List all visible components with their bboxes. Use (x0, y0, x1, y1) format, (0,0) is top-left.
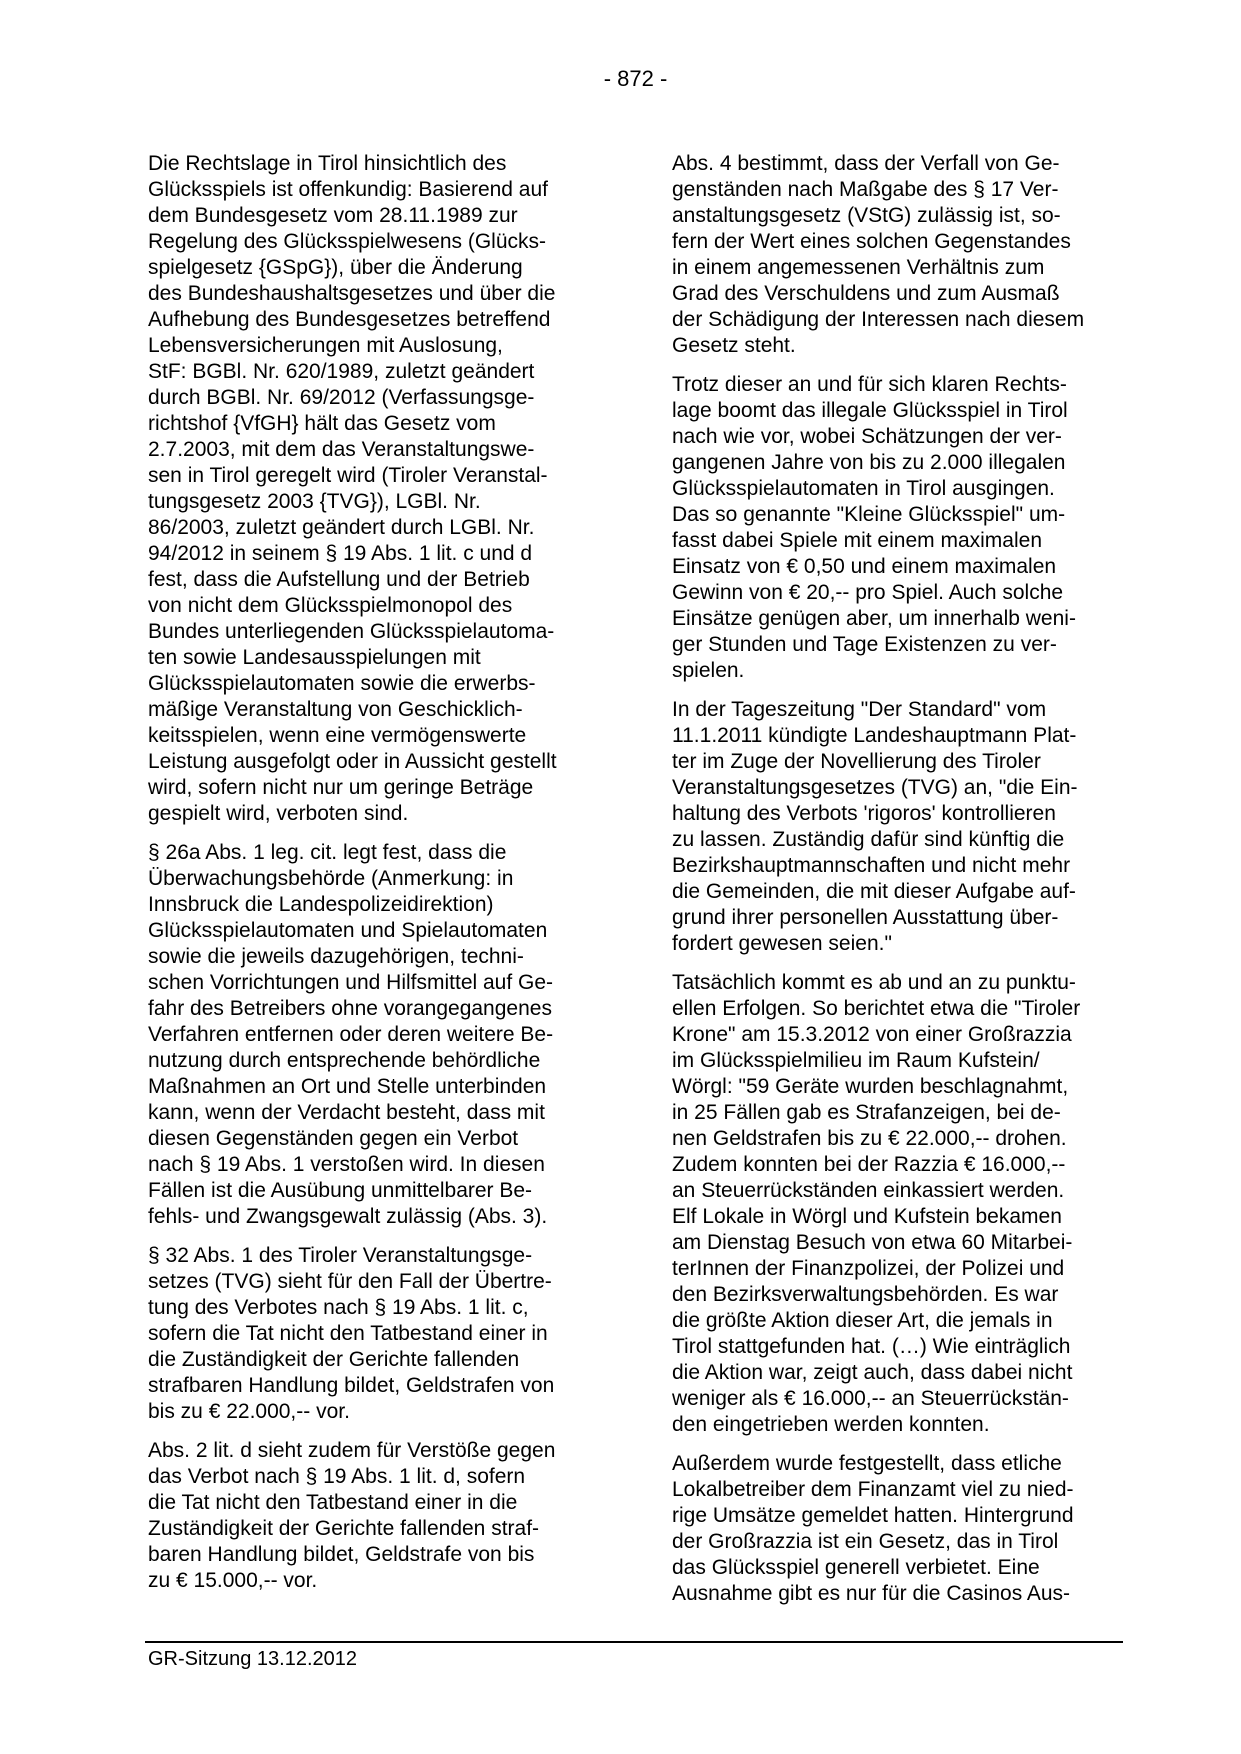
text-line: § 26a Abs. 1 leg. cit. legt fest, dass die (148, 841, 507, 864)
text-line: spielen. (672, 659, 745, 682)
text-line: § 32 Abs. 1 des Tiroler Veranstaltungsge- (148, 1244, 533, 1267)
text-line: Fällen ist die Ausübung unmittelbarer Be- (148, 1179, 533, 1202)
text-line: Außerdem wurde festgestellt, dass etliche (672, 1452, 1062, 1475)
right-column (672, 151, 1120, 1620)
text-line: 11.1.2011 kündigte Landeshauptmann Plat- (672, 724, 1077, 747)
text-line: im Glücksspielmilieu im Raum Kufstein/ (672, 1049, 1040, 1072)
paragraph (672, 970, 1120, 1438)
text-line: nach § 19 Abs. 1 verstoßen wird. In diesen (148, 1153, 545, 1176)
text-line: Leistung ausgefolgt oder in Aussicht gestellt (148, 750, 557, 773)
footer-session-label: GR-Sitzung 13.12.2012 (148, 1648, 358, 1670)
text-line: zu lassen. Zuständig dafür sind künftig die (672, 828, 1065, 851)
text-line: Gesetz steht. (672, 334, 796, 357)
text-line: bis zu € 22.000,-- vor. (148, 1400, 350, 1423)
text-line: fordert gewesen seien." (672, 932, 892, 955)
text-line: Bezirkshauptmannschaften und nicht mehr (672, 854, 1071, 877)
text-line: terInnen der Finanzpolizei, der Polizei und (672, 1257, 1065, 1280)
text-line: Elf Lokale in Wörgl und Kufstein bekamen (672, 1205, 1062, 1228)
text-line: die Aktion war, zeigt auch, dass dabei nicht (672, 1361, 1073, 1384)
text-line: sen in Tirol geregelt wird (Tiroler Veranstal- (148, 464, 548, 487)
text-line: richtshof {VfGH} hält das Gesetz vom (148, 412, 496, 435)
text-line: spielgesetz {GSpG}), über die Änderung (148, 256, 523, 279)
text-line: Die Rechtslage in Tirol hinsichtlich des (148, 152, 507, 175)
text-line: von nicht dem Glücksspielmonopol des (148, 594, 513, 617)
text-line: Einsätze genügen aber, um innerhalb weni- (672, 607, 1076, 630)
text-line: Glücksspiels ist offenkundig: Basierend auf (148, 178, 549, 201)
text-line: anstaltungsgesetz (VStG) zulässig ist, so- (672, 204, 1061, 227)
text-line: 86/2003, zuletzt geändert durch LGBl. Nr. (148, 516, 535, 539)
text-line: Bundes unterliegenden Glücksspielautoma- (148, 620, 555, 643)
text-line: diesen Gegenständen gegen ein Verbot (148, 1127, 519, 1150)
text-line: gangenen Jahre von bis zu 2.000 illegalen (672, 451, 1066, 474)
paragraph (672, 372, 1120, 684)
text-line: keitsspielen, wenn eine vermögenswerte (148, 724, 527, 747)
paragraph (672, 1451, 1120, 1607)
text-line: In der Tageszeitung "Der Standard" vom (672, 698, 1047, 721)
text-line: gespielt wird, verboten sind. (148, 802, 409, 825)
text-line: 2.7.2003, mit dem das Veranstaltungswe- (148, 438, 535, 461)
text-line: setzes (TVG) sieht für den Fall der Übertre- (148, 1270, 552, 1293)
footer-divider (145, 1641, 1123, 1643)
text-line: ten sowie Landesausspielungen mit (148, 646, 481, 669)
text-line: Überwachungsbehörde (Anmerkung: in (148, 867, 514, 890)
text-line: Grad des Verschuldens und zum Ausmaß (672, 282, 1060, 305)
text-line: die Gemeinden, die mit dieser Aufgabe auf- (672, 880, 1076, 903)
text-line: 94/2012 in seinem § 19 Abs. 1 lit. c und d (148, 542, 533, 565)
text-line: Lebensversicherungen mit Auslosung, (148, 334, 503, 357)
text-line: sofern die Tat nicht den Tatbestand einer in (148, 1322, 548, 1345)
text-line: ter im Zuge der Novellierung des Tiroler (672, 750, 1041, 773)
text-line: sowie die jeweils dazugehörigen, techni- (148, 945, 524, 968)
text-line: nach wie vor, wobei Schätzungen der ver- (672, 425, 1062, 448)
text-line: fahr des Betreibers ohne vorangegangenes (148, 997, 552, 1020)
text-line: kann, wenn der Verdacht besteht, dass mit (148, 1101, 545, 1124)
text-line: Zudem konnten bei der Razzia € 16.000,-- (672, 1153, 1066, 1176)
text-line: Lokalbetreiber dem Finanzamt viel zu nied- (672, 1478, 1074, 1501)
text-line: die Zuständigkeit der Gerichte fallenden (148, 1348, 520, 1371)
text-line: ger Stunden und Tage Existenzen zu ver- (672, 633, 1057, 656)
text-line: lage boomt das illegale Glücksspiel in Tirol (672, 399, 1068, 422)
text-line: Tirol stattgefunden hat. (…) Wie einträglich (672, 1335, 1071, 1358)
text-line: der Schädigung der Interessen nach diesem (672, 308, 1085, 331)
text-line: fehls- und Zwangsgewalt zulässig (Abs. 3). (148, 1205, 548, 1228)
text-line: dem Bundesgesetz vom 28.11.1989 zur (148, 204, 518, 227)
text-line: in 25 Fällen gab es Strafanzeigen, bei de- (672, 1101, 1061, 1124)
paragraph (148, 1243, 575, 1425)
text-line: durch BGBl. Nr. 69/2012 (Verfassungsge- (148, 386, 535, 409)
text-line: rige Umsätze gemeldet hatten. Hintergrund (672, 1504, 1074, 1527)
text-line: zu € 15.000,-- vor. (148, 1569, 318, 1592)
text-line: Abs. 4 bestimmt, dass der Verfall von Ge- (672, 152, 1060, 175)
page-body (148, 151, 1120, 1620)
text-line: in einem angemessenen Verhältnis zum (672, 256, 1045, 279)
text-line: ellen Erfolgen. So berichtet etwa die "Tiroler (672, 997, 1081, 1020)
text-line: tungsgesetz 2003 {TVG}), LGBl. Nr. (148, 490, 481, 513)
text-line: Krone" am 15.3.2012 von einer Großrazzia (672, 1023, 1072, 1046)
text-line: strafbaren Handlung bildet, Geldstrafen von (148, 1374, 555, 1397)
text-line: Verfahren entfernen oder deren weitere Be- (148, 1023, 554, 1046)
paragraph (148, 1438, 575, 1594)
paragraph (672, 151, 1120, 359)
text-line: das Glücksspiel generell verbietet. Eine (672, 1556, 1040, 1579)
text-line: grund ihrer personellen Ausstattung über- (672, 906, 1059, 929)
text-line: die größte Aktion dieser Art, die jemals in (672, 1309, 1053, 1332)
text-line: Gewinn von € 20,-- pro Spiel. Auch solche (672, 581, 1064, 604)
paragraph (148, 840, 575, 1230)
text-line: des Bundeshaushaltsgesetzes und über die (148, 282, 556, 305)
text-line: wird, sofern nicht nur um geringe Beträge (148, 776, 534, 799)
left-column (148, 151, 575, 1620)
text-line: Glücksspielautomaten und Spielautomaten (148, 919, 548, 942)
text-line: Trotz dieser an und für sich klaren Rechts- (672, 373, 1067, 396)
text-line: Aufhebung des Bundesgesetzes betreffend (148, 308, 551, 331)
text-line: Wörgl: "59 Geräte wurden beschlagnahmt, (672, 1075, 1069, 1098)
text-line: Glücksspielautomaten in Tirol ausgingen. (672, 477, 1055, 500)
text-line: fasst dabei Spiele mit einem maximalen (672, 529, 1043, 552)
text-line: am Dienstag Besuch von etwa 60 Mitarbei- (672, 1231, 1073, 1254)
text-line: Einsatz von € 0,50 und einem maximalen (672, 555, 1057, 578)
text-line: Zuständigkeit der Gerichte fallenden straf- (148, 1517, 540, 1540)
text-line: Abs. 2 lit. d sieht zudem für Verstöße gegen (148, 1439, 556, 1462)
text-line: Innsbruck die Landespolizeidirektion) (148, 893, 494, 916)
text-line: Regelung des Glücksspielwesens (Glücks- (148, 230, 547, 253)
text-line: Glücksspielautomaten sowie die erwerbs- (148, 672, 536, 695)
text-line: mäßige Veranstaltung von Geschicklich- (148, 698, 523, 721)
text-line: das Verbot nach § 19 Abs. 1 lit. d, sofern (148, 1465, 526, 1488)
text-line: schen Vorrichtungen und Hilfsmittel auf Ge- (148, 971, 554, 994)
text-line: den eingetrieben werden konnten. (672, 1413, 990, 1436)
text-line: die Tat nicht den Tatbestand einer in die (148, 1491, 518, 1514)
text-line: Das so genannte "Kleine Glücksspiel" um- (672, 503, 1066, 526)
text-line: fest, dass die Aufstellung und der Betrieb (148, 568, 530, 591)
text-line: an Steuerrückständen einkassiert werden. (672, 1179, 1065, 1202)
text-line: Veranstaltungsgesetzes (TVG) an, "die Ein- (672, 776, 1078, 799)
text-line: der Großrazzia ist ein Gesetz, das in Tirol (672, 1530, 1059, 1553)
text-line: Ausnahme gibt es nur für die Casinos Aus- (672, 1582, 1071, 1605)
text-line: fern der Wert eines solchen Gegenstandes (672, 230, 1071, 253)
text-line: genständen nach Maßgabe des § 17 Ver- (672, 178, 1059, 201)
paragraph (148, 151, 575, 827)
text-line: baren Handlung bildet, Geldstrafe von bis (148, 1543, 535, 1566)
page-number: - 872 - (603, 66, 668, 91)
text-line: Maßnahmen an Ort und Stelle unterbinden (148, 1075, 547, 1098)
text-line: Tatsächlich kommt es ab und an zu punktu- (672, 971, 1076, 994)
text-line: nen Geldstrafen bis zu € 22.000,-- drohen. (672, 1127, 1067, 1150)
text-line: haltung des Verbots 'rigoros' kontrollieren (672, 802, 1056, 825)
text-line: weniger als € 16.000,-- an Steuerrückstän- (672, 1387, 1069, 1410)
text-line: tung des Verbotes nach § 19 Abs. 1 lit. c, (148, 1296, 529, 1319)
text-line: nutzung durch entsprechende behördliche (148, 1049, 541, 1072)
text-line: den Bezirksverwaltungsbehörden. Es war (672, 1283, 1059, 1306)
paragraph (672, 697, 1120, 957)
text-line: StF: BGBl. Nr. 620/1989, zuletzt geändert (148, 360, 535, 383)
